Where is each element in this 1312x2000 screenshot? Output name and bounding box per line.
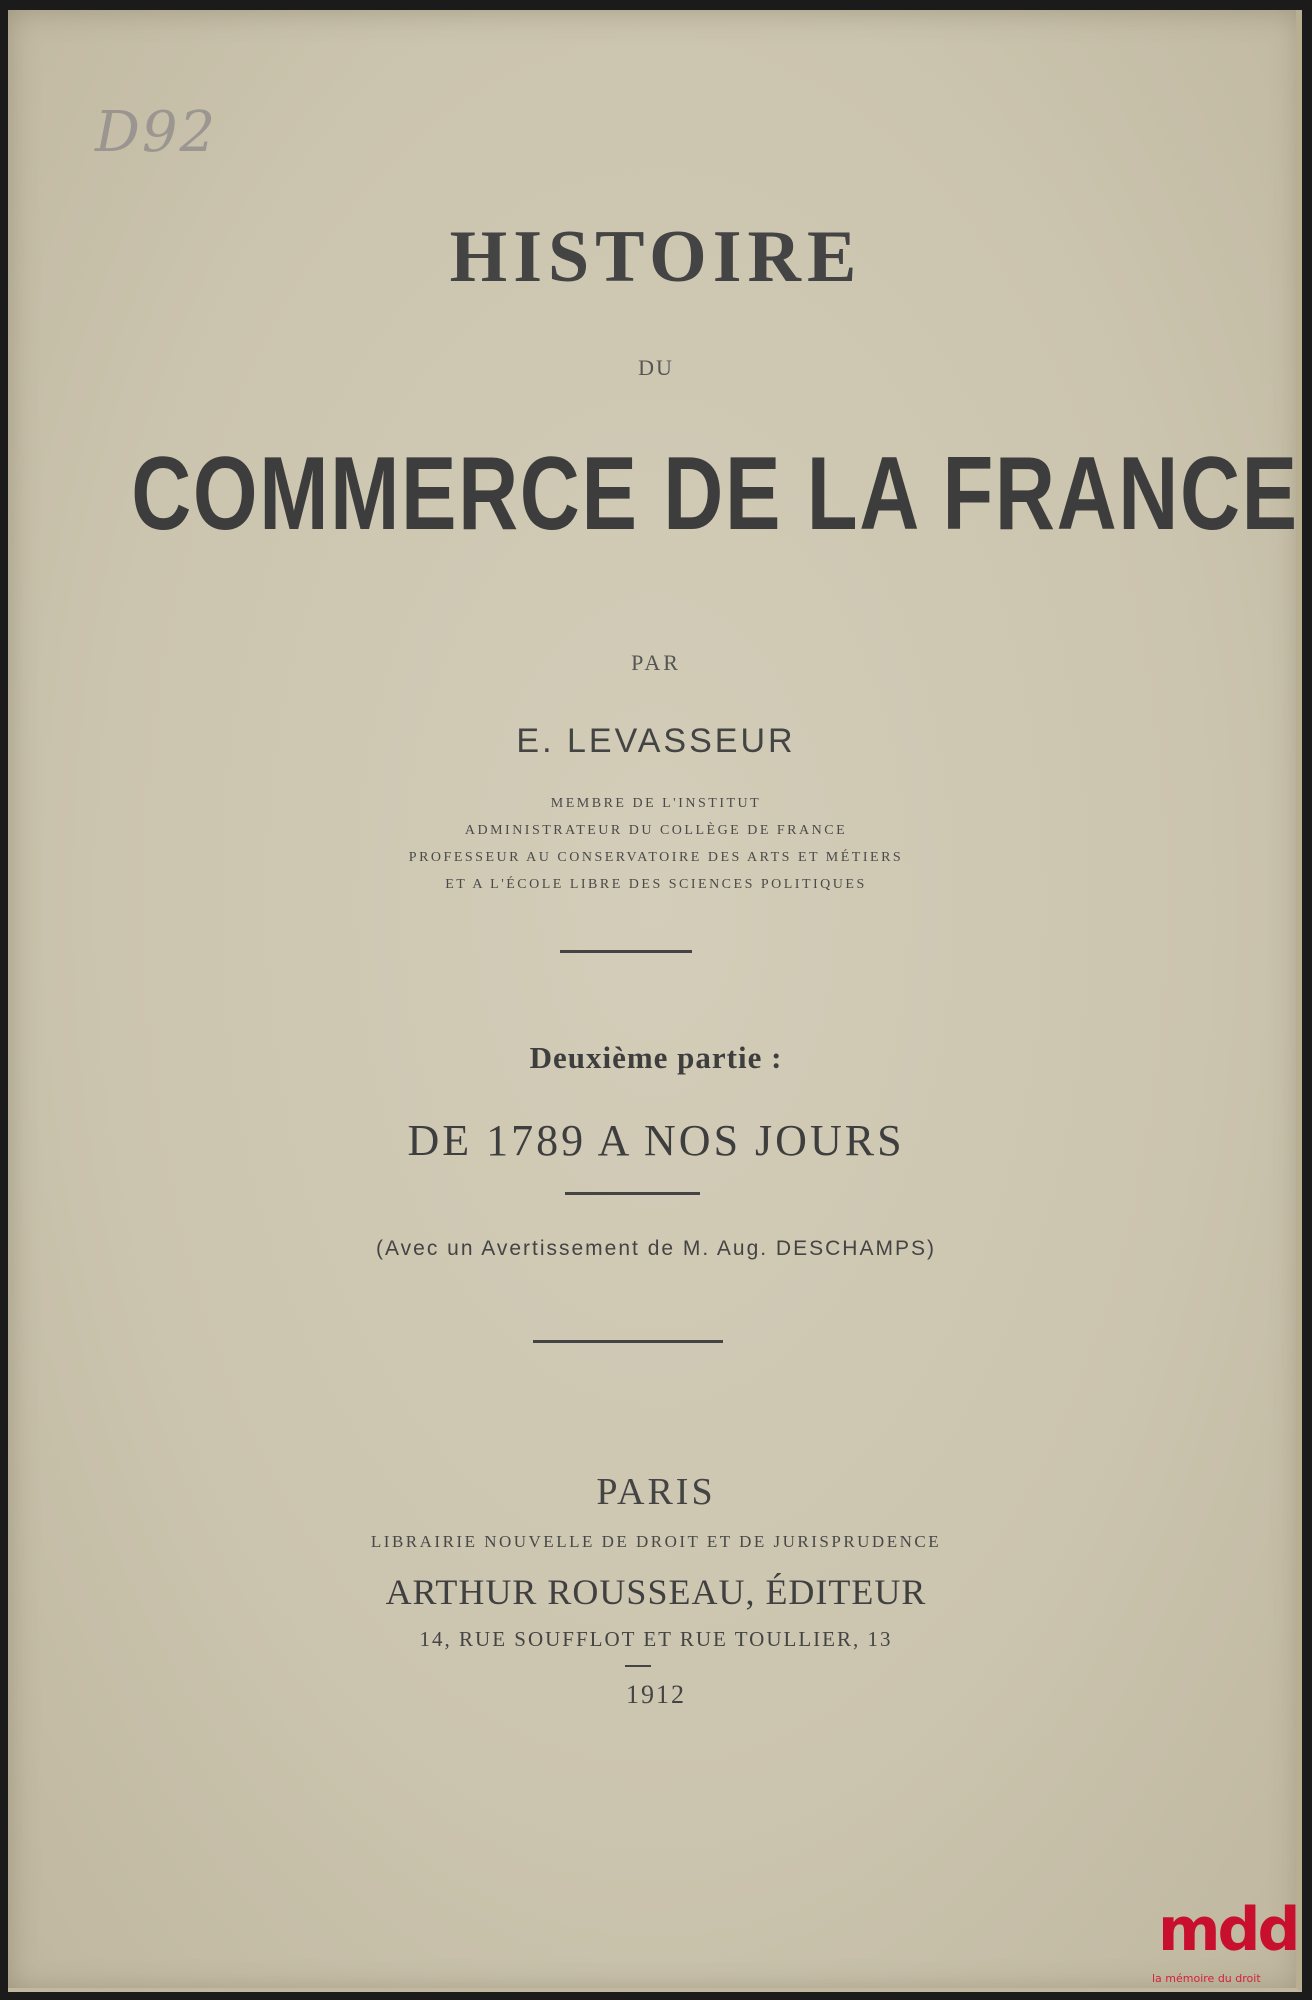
- title-connector: DU: [638, 355, 674, 380]
- author-credential: ADMINISTRATEUR DU COLLÈGE DE FRANCE: [464, 823, 848, 838]
- author-credential: MEMBRE DE L'INSTITUT: [550, 796, 762, 811]
- divider-rule: [560, 950, 692, 953]
- mdd-watermark-logo: [1150, 1895, 1305, 1995]
- divider-rule: [533, 1340, 723, 1343]
- title-line-1: HISTOIRE: [449, 216, 863, 298]
- mdd-logo-mark: mdd: [1158, 1895, 1298, 1965]
- divider-rule: [625, 1665, 651, 1667]
- volume-part-label: Deuxième partie :: [529, 1040, 783, 1075]
- author-name: E. LEVASSEUR: [516, 722, 796, 760]
- author-credential: PROFESSEUR AU CONSERVATOIRE DES ARTS ET MÉTIERS: [408, 850, 904, 865]
- imprint-city: PARIS: [596, 1471, 716, 1513]
- handwritten-shelf-mark: D92: [95, 100, 218, 165]
- divider-rule: [565, 1192, 700, 1195]
- imprint-address: 14, RUE SOUFFLOT ET RUE TOULLIER, 13: [419, 1627, 893, 1651]
- imprint-publisher: ARTHUR ROUSSEAU, ÉDITEUR: [385, 1572, 927, 1612]
- imprint-bookshop: LIBRAIRIE NOUVELLE DE DROIT ET DE JURISPRUDENCE: [370, 1532, 942, 1551]
- title-line-2: COMMERCE DE LA FRANCE: [131, 436, 1299, 552]
- foreword-note: (Avec un Avertissement de M. Aug. DESCHAMPS): [376, 1237, 936, 1260]
- mdd-logo-tagline: la mémoire du droit: [1152, 1972, 1261, 1985]
- volume-period: DE 1789 A NOS JOURS: [407, 1116, 905, 1165]
- imprint-year: 1912: [626, 1680, 686, 1709]
- author-by-label: PAR: [631, 650, 681, 675]
- author-credential: ET A L'ÉCOLE LIBRE DES SCIENCES POLITIQUES: [445, 877, 867, 892]
